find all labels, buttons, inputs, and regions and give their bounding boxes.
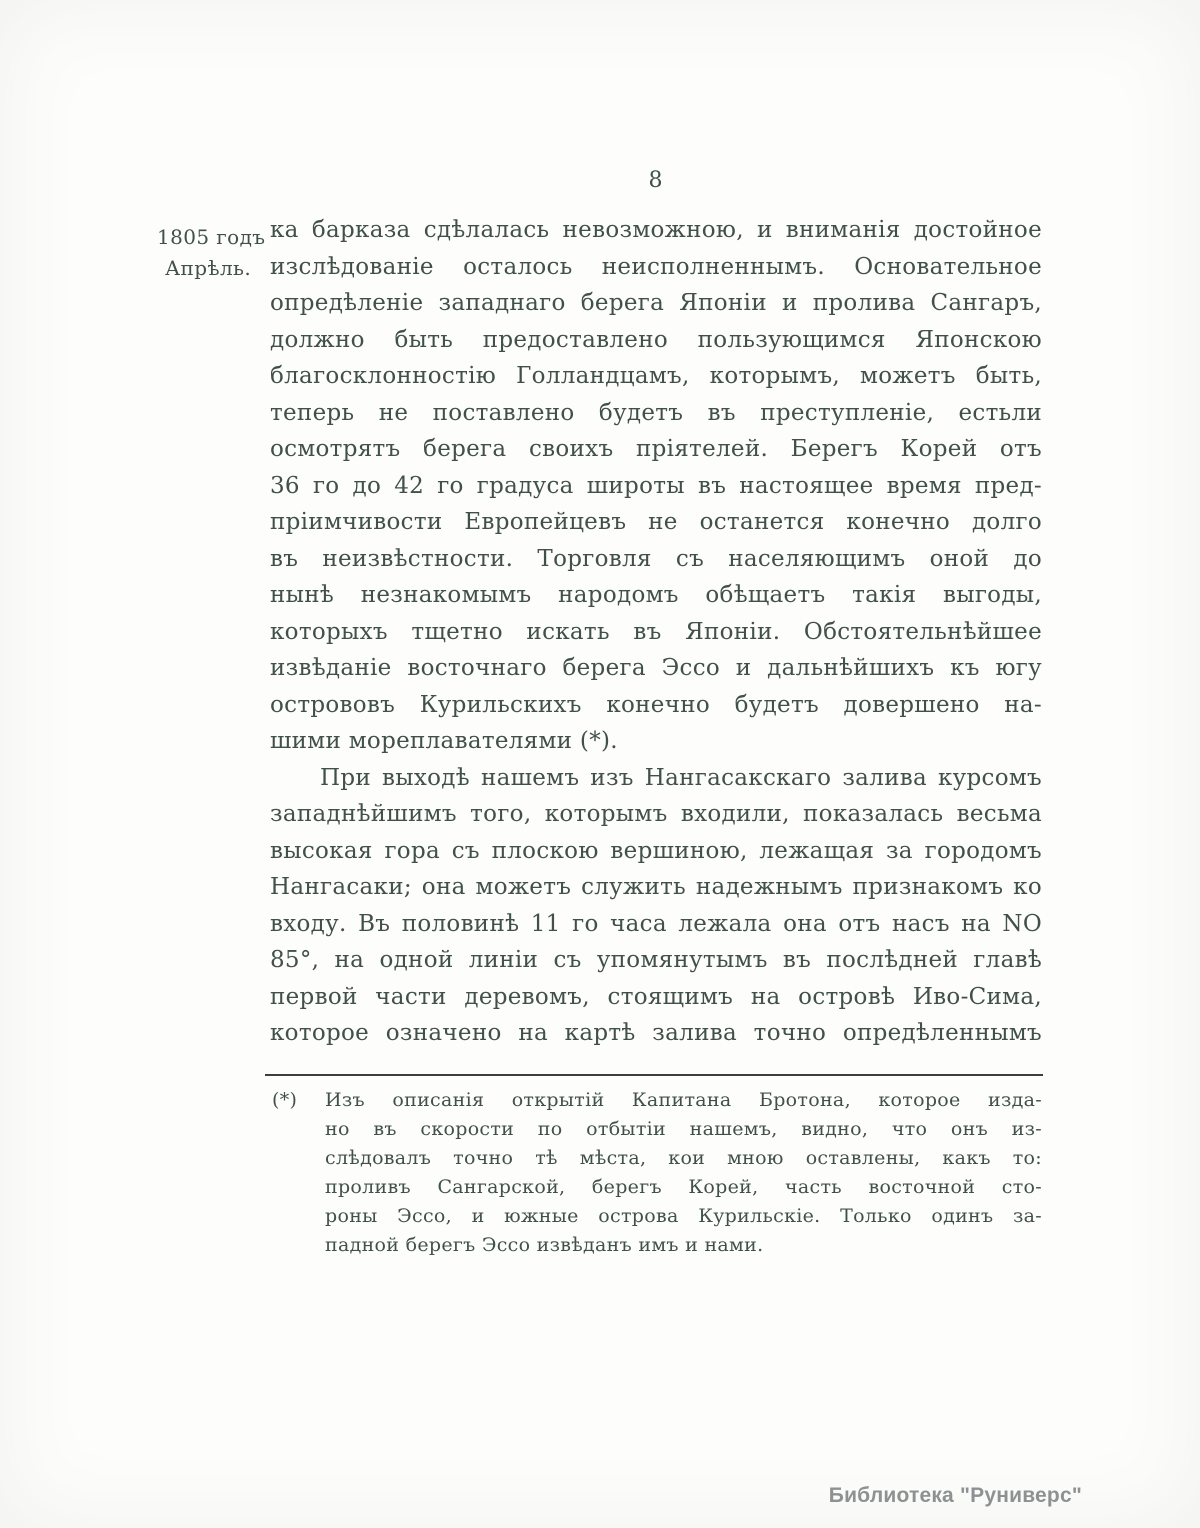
text-line: 85°, на одной линіи съ упомянутымъ въ послѣдней главѣ (270, 947, 1042, 973)
text-line: первой части деревомъ, стоящимъ на островѣ Иво-Сима, (270, 983, 1042, 1010)
text-line: но въ скорости по отбытіи нашемъ, видно, что онъ из- (325, 1118, 1042, 1140)
text-line: осмотрятъ берега своихъ пріятелей. Берегъ Корей отъ (270, 436, 1042, 462)
text-line: теперь не поставлено будетъ въ преступленіе, естьли (270, 399, 1042, 426)
footnote (272, 1086, 1042, 1260)
footnote-marker: (*) (272, 1089, 298, 1111)
text-line: При выходѣ нашемъ изъ Нангасакскаго залива курсомъ (320, 764, 1042, 791)
text-line: въ неизвѣстности. Торговля съ населяющимъ оной до (270, 545, 1042, 572)
text-line: высокая гора съ плоскою вершиною, лежащая за городомъ (270, 837, 1042, 864)
text-line: которыхъ тщетно искать въ Японіи. Обстоятельнѣйшее (270, 618, 1042, 645)
margin-note-month: Апрѣль. (165, 256, 252, 280)
text-line: острововъ Курильскихъ конечно будетъ довершено на- (270, 691, 1042, 718)
text-line: извѣданіе восточнаго берега Эссо и дальнѣйшихъ къ югу (270, 655, 1042, 681)
page-number: 8 (648, 168, 664, 193)
footnote-divider (265, 1074, 1043, 1076)
text-line: входу. Въ половинѣ 11 го часа лежала она отъ насъ на NO (270, 910, 1042, 937)
text-line: Нангасаки; она можетъ служить надежнымъ признакомъ ко (270, 874, 1042, 900)
text-line: Изъ описанія открытій Капитана Бротона, которое изда- (325, 1089, 1042, 1111)
text-line: 36 го до 42 го градуса широты въ настоящее время пред- (270, 472, 1042, 499)
text-line: которое означено на картѣ залива точно опредѣленнымъ (270, 1020, 1042, 1046)
text-line: западнѣйшимъ того, которымъ входили, показалась весьма (270, 801, 1042, 827)
text-line: шими мореплавателями (*). (270, 728, 618, 754)
text-line: ка барказа сдѣлалась невозможною, и вниманія достойное (270, 217, 1042, 243)
text-line: роны Эссо, и южные острова Курильскіе. Только одинъ за- (325, 1205, 1042, 1227)
margin-note (157, 222, 265, 284)
text-line: нынѣ незнакомымъ народомъ обѣщаетъ такія выгоды, (270, 582, 1042, 608)
library-watermark: Библиотека "Руниверс" (828, 1484, 1082, 1507)
text-line: слѣдовалъ точно тѣ мѣста, кои мною оставлены, какъ то: (325, 1147, 1042, 1169)
footnote-text (325, 1086, 1042, 1260)
text-line: опредѣленіе западнаго берега Японіи и пролива Сангаръ, (270, 290, 1042, 316)
body-text (270, 212, 1042, 1052)
text-line: изслѣдованіе осталось неисполненнымъ. Основательное (270, 253, 1042, 280)
text-line: проливъ Сангарской, берегъ Корей, часть восточной сто- (325, 1176, 1042, 1198)
margin-note-year: 1805 годъ (157, 225, 266, 249)
text-line: падной берегъ Эссо извѣданъ имъ и нами. (325, 1234, 764, 1256)
text-line: пріимчивости Европейцевъ не останется конечно долго (270, 509, 1042, 535)
text-line: благосклонностію Голландцамъ, которымъ, можетъ быть, (270, 363, 1042, 389)
text-line: должно быть предоставлено пользующимся Японскою (270, 326, 1042, 353)
